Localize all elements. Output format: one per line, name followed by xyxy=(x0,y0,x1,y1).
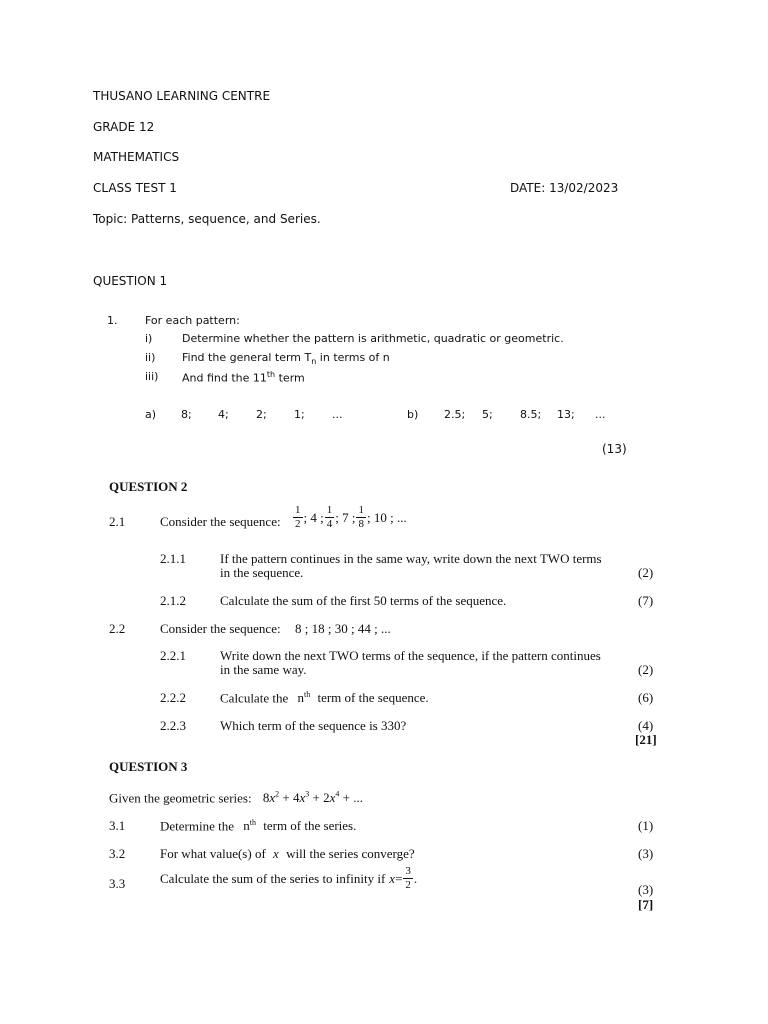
q2-2-2-marks: (6) xyxy=(638,690,654,705)
q1-item-text-b: term xyxy=(275,371,305,385)
q1-pattern-a-term: 4; xyxy=(218,408,229,421)
fraction-numerator: 1 xyxy=(326,504,333,516)
q1-item-label: iii) xyxy=(145,370,159,383)
test-title: CLASS TEST 1 xyxy=(93,181,177,195)
q3-intro xyxy=(109,790,363,806)
sequence-term: ; 10 ; ... xyxy=(366,509,407,525)
text-part: Calculate the xyxy=(220,690,289,706)
q1-pattern-a-label: a) xyxy=(145,408,157,421)
q1-pattern-b-label: b) xyxy=(407,408,419,421)
question-3-heading: QUESTION 3 xyxy=(109,759,188,774)
q1-item-sup: th xyxy=(266,370,276,379)
q1-pattern-a-term: ... xyxy=(332,408,343,421)
fraction-denominator: 8 xyxy=(358,518,364,530)
q2-2-3-number: 2.2.3 xyxy=(160,718,186,733)
school-name: THUSANO LEARNING CENTRE xyxy=(93,89,271,103)
series-part: + 2 xyxy=(309,790,330,806)
q2-total: [21] xyxy=(635,732,657,747)
series-exponent: 2 xyxy=(275,790,280,799)
series-part: + ... xyxy=(339,790,363,806)
q2-1-1-marks: (2) xyxy=(638,565,654,580)
n-symbol: n xyxy=(243,818,250,834)
series-part: 8 xyxy=(262,790,270,806)
q2-2-1-number: 2.2.1 xyxy=(160,648,186,663)
q2-1-number: 2.1 xyxy=(109,514,126,529)
text-part: Determine the xyxy=(160,818,234,834)
q1-marks: (13) xyxy=(602,442,627,456)
q2-1-text: Consider the sequence: xyxy=(160,514,281,529)
question-1-heading: QUESTION 1 xyxy=(93,274,168,288)
series-exponent: 4 xyxy=(335,790,340,799)
series-exponent: 3 xyxy=(305,790,310,799)
q2-2-sequence: 8 ; 18 ; 30 ; 44 ; ... xyxy=(295,621,391,636)
q1-pattern-a-term: 2; xyxy=(256,408,267,421)
q2-2-2-text xyxy=(220,690,429,706)
q3-1-text xyxy=(160,818,356,834)
fraction-denominator: 4 xyxy=(326,518,333,530)
variable-x: x xyxy=(273,846,279,861)
sequence-term: ; 7 ; xyxy=(335,509,356,525)
q1-pattern-b-term: 8.5; xyxy=(520,408,542,421)
q2-1-2-text: Calculate the sum of the first 50 terms of the sequence. xyxy=(220,593,507,608)
question-2-heading: QUESTION 2 xyxy=(109,479,188,494)
superscript: th xyxy=(303,690,311,699)
fraction xyxy=(293,505,303,530)
q3-2-text xyxy=(160,846,415,862)
grade: GRADE 12 xyxy=(93,120,155,134)
q1-number: 1. xyxy=(107,314,118,327)
test-date: DATE: 13/02/2023 xyxy=(510,181,619,195)
text-part: term of the sequence. xyxy=(317,690,429,706)
q2-2-text: Consider the sequence: xyxy=(160,621,281,636)
q3-3-text xyxy=(160,866,417,891)
q1-intro: For each pattern: xyxy=(145,314,240,327)
q1-pattern-a-term: 1; xyxy=(294,408,305,421)
text-part: will the series converge? xyxy=(286,846,415,861)
q1-item-text xyxy=(182,370,305,385)
q1-item-label: ii) xyxy=(145,351,156,364)
q3-intro-text: Given the geometric series: xyxy=(109,790,252,806)
q3-2-marks: (3) xyxy=(638,846,654,861)
fraction-denominator: 2 xyxy=(295,518,301,530)
q1-item-text-a: And find the 11 xyxy=(182,371,267,385)
q1-item-text-a: Find the general term T xyxy=(182,351,312,364)
fraction xyxy=(403,866,413,891)
q2-1-2-number: 2.1.2 xyxy=(160,593,186,608)
q2-2-2-number: 2.2.2 xyxy=(160,690,186,705)
sequence-term: ; 4 ; xyxy=(303,509,324,525)
q2-1-sequence xyxy=(292,505,407,530)
topic: Topic: Patterns, sequence, and Series. xyxy=(93,212,321,226)
text-part: Calculate the sum of the series to infinity if xyxy=(160,870,386,886)
q3-1-number: 3.1 xyxy=(109,818,126,833)
series-part: + 4 xyxy=(279,790,300,806)
q3-3-number: 3.3 xyxy=(109,876,126,891)
q1-pattern-b-term: 2.5; xyxy=(444,408,466,421)
text-part: For what value(s) of xyxy=(160,846,266,861)
q1-item-label: i) xyxy=(145,332,153,345)
series-variable: x xyxy=(269,790,276,806)
q1-item-text: Determine whether the pattern is arithmetic, quadratic or geometric. xyxy=(182,332,564,345)
q2-1-1-line2: in the sequence. xyxy=(220,565,304,580)
superscript: th xyxy=(249,818,256,827)
q2-2-1-line1: Write down the next TWO terms of the sequence, if the pattern continues xyxy=(220,648,601,663)
fraction-numerator: 1 xyxy=(358,504,364,516)
q2-1-1-line1: If the pattern continues in the same way, write down the next TWO terms xyxy=(220,551,602,566)
q2-2-1-marks: (2) xyxy=(638,662,654,677)
q2-1-1-number: 2.1.1 xyxy=(160,551,186,566)
text-part: term of the series. xyxy=(263,818,357,834)
q2-2-3-marks: (4) xyxy=(638,718,654,733)
q3-1-marks: (1) xyxy=(638,818,654,833)
q3-series xyxy=(263,790,363,805)
q1-item-text-b: in terms of n xyxy=(316,351,390,364)
fraction-numerator: 3 xyxy=(405,865,411,877)
q1-pattern-b-term: ... xyxy=(595,408,606,421)
fraction xyxy=(325,505,335,530)
equals-sign: = xyxy=(395,870,403,886)
n-symbol: n xyxy=(297,690,304,706)
series-variable: x xyxy=(299,790,306,806)
period: . xyxy=(413,870,418,886)
q2-2-3-text: Which term of the sequence is 330? xyxy=(220,718,407,733)
series-variable: x xyxy=(329,790,336,806)
q2-1-2-marks: (7) xyxy=(638,593,654,608)
q1-pattern-a-term: 8; xyxy=(181,408,192,421)
q1-pattern-b-term: 5; xyxy=(482,408,493,421)
q2-2-number: 2.2 xyxy=(109,621,126,636)
q1-item-sub: n xyxy=(311,357,317,367)
subject: MATHEMATICS xyxy=(93,150,180,164)
fraction-denominator: 2 xyxy=(405,879,411,891)
q3-3-marks: (3) xyxy=(638,882,654,897)
q1-item-text xyxy=(182,351,390,366)
fraction-numerator: 1 xyxy=(295,504,301,516)
q3-2-number: 3.2 xyxy=(109,846,126,861)
fraction xyxy=(356,505,366,530)
q1-pattern-b-term: 13; xyxy=(557,408,575,421)
q2-2-1-line2: in the same way. xyxy=(220,662,307,677)
q3-total: [7] xyxy=(638,897,654,912)
variable-x: x xyxy=(389,870,396,886)
